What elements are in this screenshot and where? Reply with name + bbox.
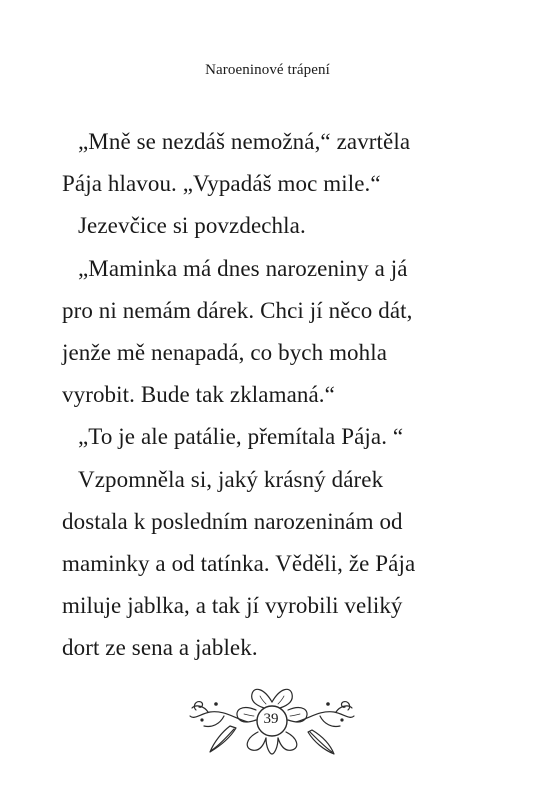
- text-line: „To je ale patálie, přemítala Pája. “: [78, 424, 404, 450]
- text-line: pro ni nemám dárek. Chci jí něco dát,: [62, 297, 413, 323]
- text-line: Jezevčice si povzdechla.: [78, 213, 306, 239]
- text-line: miluje jablka, a tak jí vyrobili veliký: [62, 593, 403, 619]
- text-line: jenže mě nenapadá, co bych mohla: [62, 340, 388, 366]
- text-line: dostala k posledním narozeninám od: [62, 508, 403, 534]
- text-line: „Maminka má dnes narozeniny a já: [78, 255, 408, 281]
- running-header: Naroeninové trápení: [205, 62, 330, 78]
- body-text: [62, 121, 482, 670]
- text-line: dort ze sena a jablek.: [62, 635, 258, 661]
- text-line: „Mně se nezdáš nemožná,“ zavrtěla: [78, 129, 411, 154]
- text-line: maminky a od tatínka. Věděli, že Pája: [62, 551, 416, 577]
- page-number: 39: [263, 711, 279, 727]
- text-line: Pája hlavou. „Vypadáš moc mile.“: [62, 171, 381, 197]
- text-line: vyrobit. Bude tak zklamaná.“: [62, 382, 335, 408]
- text-line: Vzpomněla si, jaký krásný dárek: [78, 466, 384, 492]
